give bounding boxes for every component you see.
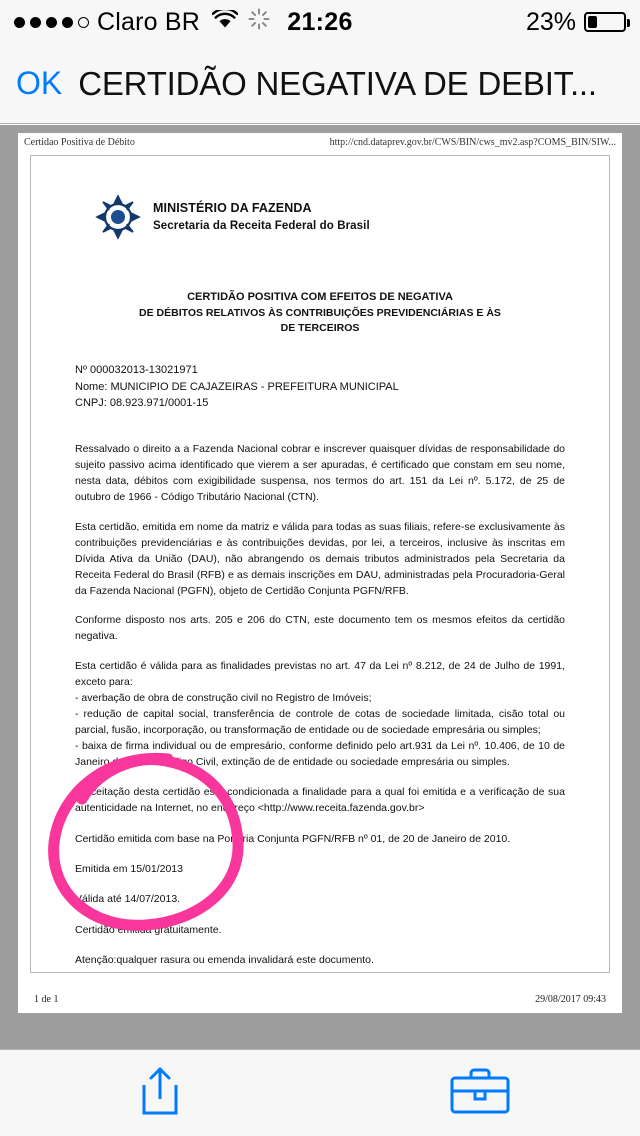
certificate-body [30,155,610,973]
closing-free-of-charge: Certidão emitida gratuitamente. [75,923,222,936]
paragraph-2: Esta certidão, emitida em nome da matriz e válida para todas as suas filiais, refere-se exclusivamente às contribuições previdenciárias e às contribuições devidas, por lei, a terceiros, inclusive às inscritas em Dívida Ativa da União (DAU), não abrangendo os demais tributos administrados pela Secretaria da Receita Federal do Brasil (RFB) e as demais inscrições em DAU, administradas pela Procuradoria-Geral da Fazenda Nacional (PGFN), objeto de Certidão Conjunta PGFN/RFB. [75,520,565,597]
bookmarks-briefcase-icon [449,1066,511,1121]
paragraph-8: A aceitação desta certidão está condicionada a finalidade para a qual foi emitida e a verificação de sua autenticidade na Internet, no endereço <http://www.receita.fazenda.gov.br> [75,786,565,814]
paragraph-6: - redução de capital social, transferência de controle de cotas de sociedade limitada, cisão total ou parcial, fusão, incorporação, ou transformação de entidade ou de sociedade empresária ou simples; [75,708,565,737]
paragraph-5: - averbação de obra de construção civil no Registro de Imóveis; [75,692,372,705]
web-content-area[interactable] [0,125,640,1050]
share-upload-icon [138,1065,182,1122]
brasao-republica-icon [95,192,141,242]
print-timestamp: 29/08/2017 09:43 [535,994,606,1005]
browser-header-left: Certidao Positiva de Débito [24,137,135,148]
clock-label: 21:26 [287,7,353,36]
ok-button[interactable]: OK [16,65,63,101]
battery-fill [588,16,597,28]
certificate-paragraphs [75,442,565,817]
paragraph-3: Conforme disposto nos arts. 205 e 206 do CTN, este documento tem os mesmos efeitos da certidão negativa. [75,614,565,643]
paragraph-4: Esta certidão é válida para as finalidades previstas no art. 47 da Lei nº 8.212, de 24 de Julho de 1991, exceto para: [75,660,565,689]
bookmarks-button[interactable] [420,1058,540,1128]
page-number: 1 de 1 [34,994,59,1005]
closing-basis: Certidão emitida com base na Portaria Conjunta PGFN/RFB nº 01, de 20 de Janeiro de 2010. [75,832,511,845]
share-button[interactable] [100,1058,220,1128]
certificate-cnpj: CNPJ: 08.923.971/0001-15 [75,397,209,410]
closing-issued-on: Emitida em 15/01/2013 [75,863,183,876]
ministry-line: MINISTÉRIO DA FAZENDA [153,200,312,215]
document-page [18,133,622,1013]
document-page-footer [30,994,610,1005]
organization-header [95,192,565,242]
battery-percent-label: 23% [525,7,576,36]
secretariat-line: Secretaria da Receita Federal do Brasil [153,219,370,232]
bottom-toolbar [0,1049,640,1136]
organization-name [153,200,370,234]
certificate-closing [75,831,565,968]
certificate-title-line1: CERTIDÃO POSITIVA COM EFEITOS DE NEGATIVA [187,291,453,303]
navigation-bar [0,44,640,124]
paragraph-1: Ressalvado o direito a a Fazenda Nacional cobrar e inscrever quaisquer dívidas de responsabilidade do sujeito passivo acima identificado que vierem a ser apuradas, é certificado que constam em seu nome, nesta data, débitos com exigibilidade suspensa, nos termos do art. 151 da Lei nº. 5.172, de 25 de outubro de 1966 - Código Tributário Nacional (CTN). [75,442,565,503]
battery-icon [584,12,626,32]
browser-header-url: http://cnd.dataprev.gov.br/CWS/BIN/cws_mv2.asp?COMS_BIN/SIW... [329,137,616,148]
certificate-title-line2: DE DÉBITOS RELATIVOS ÀS CONTRIBUIÇÕES PREVIDENCIÁRIAS E ÀS [139,306,501,319]
paragraph-7: - baixa de firma individual ou de empresário, conforme definido pelo art.931 da Lei nº. 10.406, de 10 de Janeiro de 2002 - Código Civil, extinção de de entidade ou sociedade empresária ou simples. [75,740,565,769]
certificate-title [75,290,565,336]
certificate-identification [75,362,565,412]
certificate-title-line3: DE TERCEIROS [280,322,360,335]
status-bar [0,0,640,44]
closing-warning: Atenção:qualquer rasura ou emenda invalidará este documento. [75,954,374,966]
certificate-name: Nome: MUNICIPIO DE CAJAZEIRAS - PREFEITURA MUNICIPAL [75,380,399,393]
closing-valid-until: Válida até 14/07/2013. [75,893,181,906]
certificate-number: Nº 000032013-13021971 [75,364,198,377]
carrier-label: Claro BR [97,7,201,36]
browser-print-header [18,133,622,148]
page-title: CERTIDÃO NEGATIVA DE DEBIT... [78,64,597,102]
